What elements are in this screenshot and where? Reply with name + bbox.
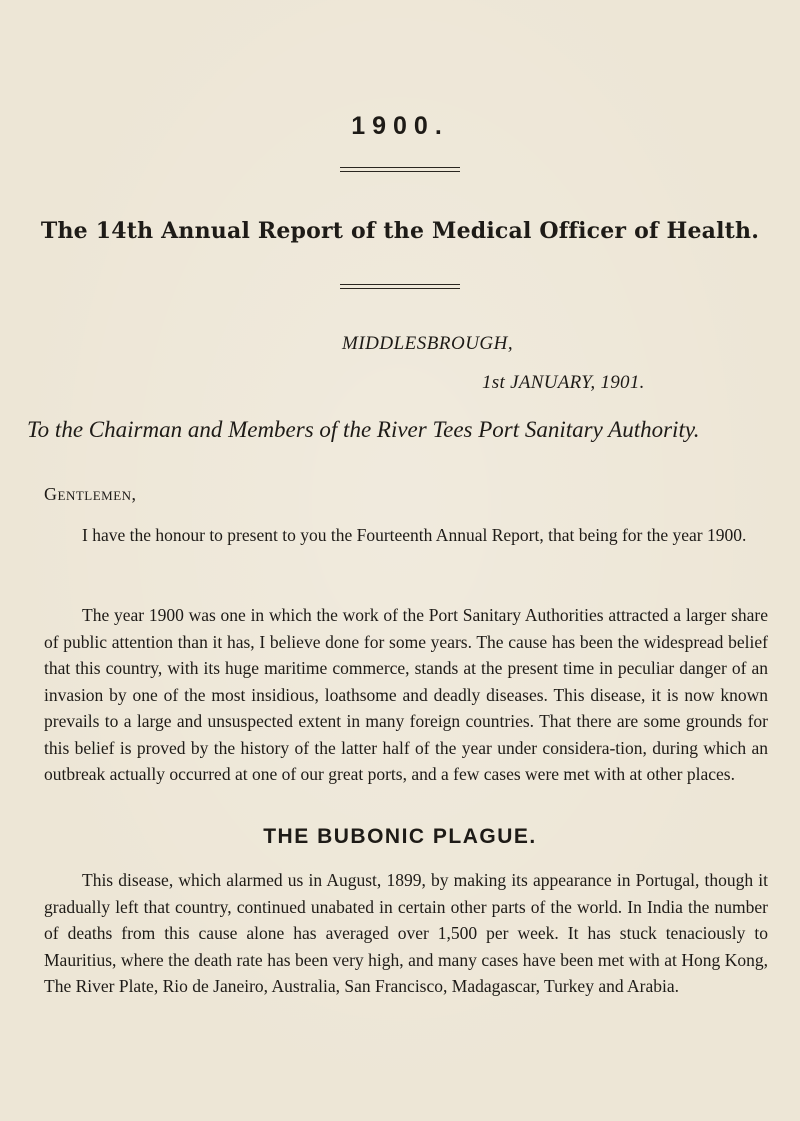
report-title: The 14th Annual Report of the Medical Officer of Health. <box>40 218 760 244</box>
bottom-double-rule-lower <box>340 288 460 289</box>
paragraph-intro: I have the honour to present to you the Fourteenth Annual Report, that being for the year 1900. <box>82 525 747 545</box>
paragraph-year-summary: The year 1900 was one in which the work of the Port Sanitary Authorities attracted a larger share of public attention than it has, I believe done for some years. The cause has been the widespread belief that this country, with its huge maritime commerce, stands at the present time in peculiar danger of an invasion by one of the most insidious, loathsome and deadly diseases. This disease, it is now known prevails to a large and unsuspected extent in many foreign countries. That there are some grounds for this belief is proved by the history of the latter half of the year under considera-tion, during which an outbreak actually occurred at one of our great ports, and a few cases were met with at other places. <box>44 605 768 784</box>
dateline-date: 1st JANUARY, 1901. <box>482 372 645 393</box>
report-year: 1900. <box>351 112 449 140</box>
top-double-rule-lower <box>340 171 460 172</box>
section-heading: THE BUBONIC PLAGUE. <box>263 825 537 848</box>
paragraph-plague: This disease, which alarmed us in August, 1899, by making its appearance in Portugal, though it gradually left that country, continued unabated in certain other parts of the world. In India the number of deaths from this cause alone has averaged over 1,500 per week. It has stuck tenaciously to Mauritius, where the death rate has been very high, and many cases have been met with at Hong Kong, The River Plate, Rio de Janeiro, Australia, San Francisco, Madagascar, Turkey and Arabia. <box>44 870 768 996</box>
address-line: To the Chairman and Members of the River Tees Port Sanitary Authority. <box>27 417 700 442</box>
salutation: Gentlemen, <box>44 484 137 504</box>
dateline-place: MIDDLESBROUGH, <box>342 333 514 354</box>
top-double-rule-upper <box>340 167 460 168</box>
bottom-double-rule-upper <box>340 284 460 285</box>
